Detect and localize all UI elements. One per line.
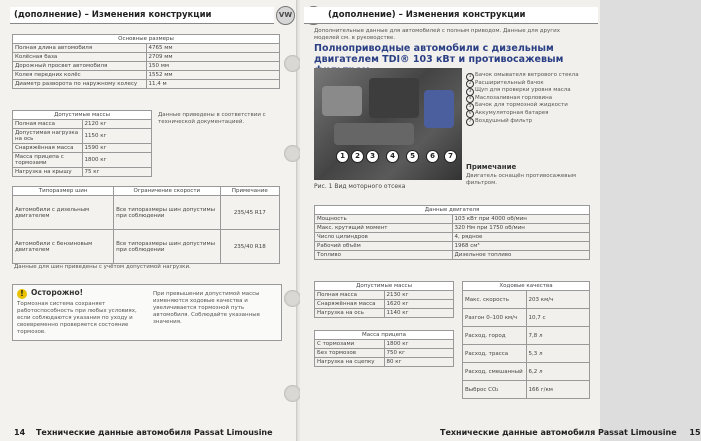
engine-row-value: Дизельное топливо <box>452 251 590 260</box>
tire-header: Примечание <box>220 187 279 196</box>
legend-number: 5 <box>466 103 474 111</box>
legend-text: Расширительный бачок <box>475 79 544 86</box>
legend-number: 3 <box>466 88 474 96</box>
binder-hole <box>284 145 301 162</box>
tire-header: Типоразмер шин <box>13 187 114 196</box>
binder-hole <box>284 55 301 72</box>
mass-note: Данные приведены в соответствии с технической документацией. <box>158 112 266 125</box>
performance-table-header: Ходовые качества <box>463 282 590 291</box>
legend-item <box>466 110 591 118</box>
tire-cell: 235/45 R17 <box>220 196 279 230</box>
mass-row-label: Масса прицепа с тормозами <box>13 153 83 168</box>
dim-row-value: 1552 мм <box>146 71 280 80</box>
right-page-header <box>304 7 598 24</box>
tire-header: Ограничение скорости <box>114 187 220 196</box>
photo-caption: Рис. 1 Вид моторного отсека <box>314 183 406 190</box>
trailer-row-label: С тормозами <box>315 340 385 349</box>
legend-item <box>466 118 591 126</box>
perf-row-value: 5,3 л <box>526 345 590 363</box>
left-footer-title: Технические данные автомобиля Passat Limousine <box>35 428 273 437</box>
warning-icon: ! <box>17 289 27 299</box>
weight-table-header: Допустимые массы <box>315 282 454 291</box>
trailer-row-value: 80 кг <box>384 358 454 367</box>
mass-row-value: 1800 кг <box>82 153 152 168</box>
performance-table <box>462 281 590 399</box>
perf-row-label: Макс. скорость <box>463 291 527 309</box>
weight-row-label: Снаряжённая масса <box>315 300 385 309</box>
right-page-number: 15 <box>689 428 701 437</box>
trailer-row-label: Нагрузка на сцепку <box>315 358 385 367</box>
legend-text: Бачок омывателя ветрового стекла <box>475 72 579 78</box>
legend-item <box>466 87 591 95</box>
legend-text: Аккумуляторная батарея <box>475 109 549 116</box>
perf-row-value: 7,8 л <box>526 327 590 345</box>
engine-row-value: 4, рядное <box>452 233 590 242</box>
engine-row-label: Топливо <box>315 251 453 260</box>
trailer-table-header: Масса прицепа <box>315 331 454 340</box>
right-page-title: (дополнение) – Изменения конструкции <box>328 10 526 20</box>
left-page-number: 14 <box>14 428 26 437</box>
callout-marker: 7 <box>444 150 457 163</box>
perf-row-value: 166 г/км <box>526 381 590 399</box>
photo-shape <box>369 78 419 118</box>
tire-footnote: Данные для шин приведены с учётом допустимой нагрузки. <box>14 264 191 270</box>
mass-table <box>12 110 152 177</box>
right-footer-title: Технические данные автомобиля Passat Limousine <box>440 428 677 437</box>
right-page-footer <box>440 428 701 437</box>
photo-callouts <box>314 150 462 164</box>
tire-cell: Все типоразмеры шин допустимы при соблюдении <box>114 230 220 264</box>
legend-list <box>466 72 591 125</box>
engine-row-label: Макс. крутящий момент <box>315 224 453 233</box>
perf-row-label: Расход, город <box>463 327 527 345</box>
weight-row-label: Полная масса <box>315 291 385 300</box>
engine-row-value: 320 Нм при 1750 об/мин <box>452 224 590 233</box>
warning-text-1: Тормозная система сохраняет работоспособность при любых условиях, если соблюдаются указания по уходу и своевременно проверяется состояние тормозов. <box>17 301 137 335</box>
callout-marker: 5 <box>406 150 419 163</box>
left-page <box>0 0 298 441</box>
note-title: Примечание <box>466 163 517 171</box>
engine-row-label: Число цилиндров <box>315 233 453 242</box>
legend-item <box>466 102 591 110</box>
dim-row-value: 150 мм <box>146 62 280 71</box>
dim-row-label: Диаметр разворота по наружному колесу <box>13 80 147 89</box>
engine-table <box>314 205 590 260</box>
perf-row-label: Расход, трасса <box>463 345 527 363</box>
photo-shape <box>334 123 414 145</box>
intro-text: Дополнительные данные для автомобилей с полным приводом. Данные для других моделей см. в руководстве. <box>314 28 560 41</box>
weight-row-value: 2130 кг <box>384 291 454 300</box>
photo-shape <box>424 90 454 128</box>
section-title: Полноприводные автомобили с дизельным двигателем TDI® 103 кВт и противосажевым <box>314 43 564 65</box>
weight-row-value: 1620 кг <box>384 300 454 309</box>
warning-text-2: При превышении допустимой массы изменяются ходовые качества и увеличивается тормозной путь автомобиля. Соблюдайте указанные значения. <box>153 291 260 325</box>
mass-row-label: Допустимая нагрузка на ось <box>13 129 83 144</box>
engine-row-label: Мощность <box>315 215 453 224</box>
warning-title: Осторожно! <box>31 288 84 297</box>
mass-row-value: 75 кг <box>82 168 152 177</box>
dim-row-value: 11,4 м <box>146 80 280 89</box>
tire-cell: Автомобили с дизельным двигателем <box>13 196 114 230</box>
legend-item <box>466 72 591 80</box>
mass-row-label: Нагрузка на крышу <box>13 168 83 177</box>
mass-row-value: 1150 кг <box>82 129 152 144</box>
legend-text: Маслозаливная горловина <box>475 94 553 101</box>
dim-row-label: Колёсная база <box>13 53 147 62</box>
engine-row-value: 1968 см³ <box>452 242 590 251</box>
dimensions-table <box>12 34 280 89</box>
perf-row-label: Разгон 0–100 км/ч <box>463 309 527 327</box>
left-page-title: (дополнение) – Изменения конструкции <box>14 10 212 20</box>
dim-row-label: Дорожный просвет автомобиля <box>13 62 147 71</box>
weight-row-value: 1140 кг <box>384 309 454 318</box>
perf-row-value: 10,7 с <box>526 309 590 327</box>
legend-text: Воздушный фильтр <box>475 117 533 124</box>
right-page <box>300 0 701 441</box>
mass-row-label: Снаряжённая масса <box>13 144 83 153</box>
legend-number: 2 <box>466 80 474 88</box>
callout-marker: 2 <box>351 150 364 163</box>
dim-row-label: Полная длина автомобиля <box>13 44 147 53</box>
engine-row-label: Рабочий объём <box>315 242 453 251</box>
vw-logo-icon: VW <box>276 6 295 25</box>
left-page-footer <box>14 428 273 437</box>
callout-marker: 1 <box>336 150 349 163</box>
photo-shape <box>322 86 362 116</box>
engine-row-value: 103 кВт при 4000 об/мин <box>452 215 590 224</box>
weight-table <box>314 281 454 318</box>
trailer-table <box>314 330 454 367</box>
perf-row-value: 6,2 л <box>526 363 590 381</box>
binder-hole <box>284 385 301 402</box>
dim-row-value: 4765 мм <box>146 44 280 53</box>
callout-marker: 3 <box>366 150 379 163</box>
legend-number: 4 <box>466 95 474 103</box>
tire-cell: Все типоразмеры шин допустимы при соблюдении <box>114 196 220 230</box>
warning-box <box>12 284 282 341</box>
mass-row-label: Полная масса <box>13 120 83 129</box>
dim-row-value: 2709 мм <box>146 53 280 62</box>
callout-marker: 4 <box>386 150 399 163</box>
perf-row-label: Выброс CO₂ <box>463 381 527 399</box>
callout-marker: 6 <box>426 150 439 163</box>
weight-row-label: Нагрузка на ось <box>315 309 385 318</box>
mass-table-title: Допустимые массы <box>13 111 152 120</box>
tire-cell: 235/40 R18 <box>220 230 279 264</box>
legend-number: 1 <box>466 73 474 81</box>
mass-row-value: 2120 кг <box>82 120 152 129</box>
binder-hole <box>284 290 301 307</box>
tire-table <box>12 186 280 264</box>
perf-row-value: 203 км/ч <box>526 291 590 309</box>
dimensions-table-title: Основные размеры <box>13 35 280 44</box>
legend-number: 6 <box>466 110 474 118</box>
tire-cell: Автомобили с бензиновым двигателем <box>13 230 114 264</box>
engine-table-header: Данные двигателя <box>315 206 590 215</box>
legend-text: Бачок для тормозной жидкости <box>475 102 568 109</box>
dim-row-label: Колея передних колёс <box>13 71 147 80</box>
trailer-row-value: 750 кг <box>384 349 454 358</box>
legend-number: 7 <box>466 118 474 126</box>
trailer-row-label: Без тормозов <box>315 349 385 358</box>
mass-row-value: 1590 кг <box>82 144 152 153</box>
legend-item <box>466 80 591 88</box>
legend-text: Щуп для проверки уровня масла <box>475 87 571 94</box>
trailer-row-value: 1800 кг <box>384 340 454 349</box>
perf-row-label: Расход, смешанный <box>463 363 527 381</box>
left-page-header <box>10 7 274 24</box>
note-text: Двигатель оснащён противосажевым фильтром. <box>466 173 577 186</box>
